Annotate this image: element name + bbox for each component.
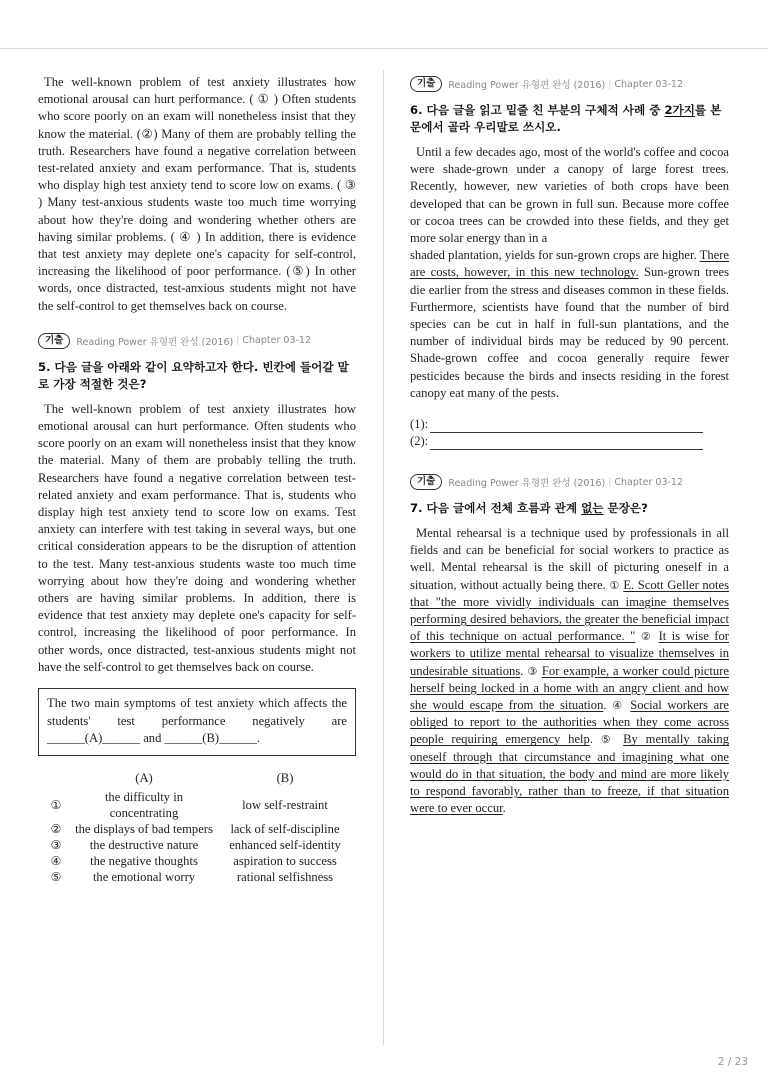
source-book: Reading Power 유형편 완성 (2016) — [448, 80, 606, 91]
page-number: 2 / 23 — [717, 1056, 748, 1068]
choice-a: the emotional worry — [92, 869, 196, 884]
question-6-title-emphasis: 2가지 — [664, 103, 695, 117]
choices-header — [38, 768, 356, 789]
passage-part: Until a few decades ago, most of the world's coffee and cocoa were shade-grown under a canopy of large forest trees. Recently, however, new varieties of both crops have been developed that can be grown in full sun. Because more coffee or cocoa trees can be crowded into these fields, and they get more solar energy than in a — [410, 145, 729, 246]
question-7-title — [410, 500, 729, 517]
choice-number: ④ — [50, 853, 62, 868]
choice-b: low self-restraint — [242, 797, 328, 812]
choice-row[interactable] — [38, 869, 356, 885]
choice-row[interactable] — [38, 821, 356, 837]
choice-a: the difficulty in concentrating — [104, 789, 184, 820]
answer-line-1[interactable] — [410, 416, 729, 433]
answer-blank[interactable] — [430, 420, 703, 433]
choice-row[interactable] — [38, 789, 356, 821]
choice-b: enhanced self-identity — [229, 837, 341, 852]
sentence-number: ① — [609, 578, 620, 592]
choice-number: ⑤ — [50, 869, 62, 884]
exam-badge: 기출 — [38, 333, 70, 349]
passage-part: shaded plantation, yields for sun-grown crops are higher. — [410, 248, 697, 263]
sentence-number: ④ — [612, 699, 625, 713]
underlined-sentence: There are costs, however, in this new technology. — [410, 248, 730, 280]
question-6-source — [410, 74, 729, 94]
column-divider — [383, 70, 384, 1045]
question-6-passage — [410, 144, 729, 402]
answer-blank[interactable] — [430, 437, 703, 450]
numbered-sentence: It is wise for workers to utilize mental rehearsal to visualize themselves in undesirable situations — [410, 629, 729, 678]
source-separator: | — [236, 335, 240, 347]
left-column — [38, 74, 356, 885]
answer-label: (2): — [410, 434, 429, 449]
source-book: Reading Power 유형편 완성 (2016) — [76, 336, 234, 348]
question-7-source — [410, 472, 729, 492]
choice-b: lack of self-discipline — [230, 821, 340, 836]
choice-a: the displays of bad tempers — [75, 821, 213, 836]
answer-label: (1): — [410, 417, 429, 432]
numbered-sentence: For example, a worker could picture herself being locked in a home with an angry client and how she would escape from the situation — [410, 663, 729, 713]
question-7-title-start: 7. 다음 글에서 전체 흐름과 관계 — [410, 501, 582, 516]
exam-badge: 기출 — [410, 474, 442, 490]
column-b-header: (B) — [276, 770, 294, 785]
header-rule — [0, 48, 768, 49]
question-5-source — [38, 331, 356, 351]
question-7-title-emphasis: 없는 — [581, 501, 604, 516]
question-5-passage: The well-known problem of test anxiety illustrates how emotional arousal can hurt performance. Often students who score poorly on an exam will nonetheless insist that they know the material. Many of them are probably telling the truth. Researchers have found a negative correlation between test-related anxiety and exam performance. That is, students who display high test anxiety tend to score low on exams. Test anxiety can interfere with test taking in several ways, but one critical consideration appears to be the disruption of attention to the test. Many test-anxious students waste too much time worrying about how they're doing and wondering whether others are having similar problems. In addition, there is evidence that test anxiety may deplete one's capacity for self-control, increasing the likelihood of poor performance. In other words, once distracted, test-anxious students might not have the self-control to get themselves back on course. — [38, 401, 356, 674]
column-a-header: (A) — [135, 770, 153, 785]
source-separator: | — [608, 78, 612, 90]
exam-badge: 기출 — [410, 76, 442, 92]
question-6-title-end: 를 본문에서 골라 우리말로 쓰시오. — [410, 103, 722, 134]
passage-intro: Mental rehearsal is a technique used by professionals in all fields and can be beneficial for social workers to practice as well. Mental rehearsal is the skill of picturing oneself in a situation, without actually being there. — [410, 526, 729, 592]
choice-a: the destructive nature — [89, 837, 199, 852]
question-6-title-start: 6. 다음 글을 읽고 밑줄 친 부분의 구체적 사례 중 — [410, 103, 665, 117]
numbered-sentence: Social workers are obliged to report to the authorities when they come across people requiring emergency help — [410, 698, 729, 747]
sentence-number: ③ — [527, 664, 538, 678]
choice-a: the negative thoughts — [90, 853, 198, 868]
question-7-passage: Mental rehearsal is a technique used by professionals in all fields and can be beneficial for social workers to practice as well. Mental rehearsal is the skill of picturing oneself in a situation, without actually being there. ① E. Scott Geller notes that "the more vividly individuals can imagine themselves performing desired behaviors, the greater the beneficial impact of this technique on actual performance. " ② It is wise for workers to utilize mental rehearsal to visualize themselves in undesirable situations. ③ For example, a worker could picture herself being locked in a home with an angry client and how she would escape from the situation. ④ Social workers are obliged to report to the authorities when they come across people requiring emergency help. ⑤ By mentally taking oneself through that circumstance and imagining what one would do in that situation, the body and mind are more likely to respond favorably, rather than to freeze, if that situation were to ever occur. — [410, 526, 729, 816]
question-5-title: 5. 다음 글을 아래와 같이 요약하고자 한다. 빈칸에 들어갈 말로 가장 적절한 것은? — [38, 359, 349, 391]
numbered-sentence: E. Scott Geller notes that "the more vividly individuals can imagine themselves performing desired behaviors, the greater the beneficial impact of this technique on actual performance. " — [410, 577, 729, 644]
choice-b: aspiration to success — [233, 853, 337, 868]
question-7-title-end: 문장은? — [603, 501, 648, 516]
summary-box: The two main symptoms of test anxiety which affects the students' test performance negatively are ______(A)______ and ______(B)______. — [38, 688, 356, 756]
choice-row[interactable] — [38, 853, 356, 869]
numbered-sentence: By mentally taking oneself through that circumstance and imagining what one would do in that situation, the body and mind are more likely to respond favorably, rather than to freeze, if that situation were to ever occur — [410, 732, 729, 816]
source-chapter: Chapter 03-12 — [614, 78, 684, 90]
source-separator: | — [608, 476, 612, 488]
question-6-title — [410, 102, 729, 136]
source-chapter: Chapter 03-12 — [614, 476, 684, 488]
choice-number: ③ — [50, 837, 62, 852]
choice-number: ② — [50, 821, 62, 836]
right-column — [410, 74, 729, 818]
answer-line-2[interactable] — [410, 433, 729, 450]
answer-choices-table — [38, 768, 356, 885]
intro-passage: The well-known problem of test anxiety illustrates how emotional arousal can hurt performance. ( ① ) Often students who score poorly on an exam will nonetheless insist that they know the material. (②) Many of them are probably telling the truth. Researchers have found a negative correlation between test-related anxiety and exam performance. That is, students who display high test anxiety tend to score low on exams. ( ③ ) Many test-anxious students waste too much time worrying about how they're doing and wondering whether others are having similar problems. ( ④ ) In addition, there is evidence that test anxiety may deplete one's capacity for self-control, increasing the likelihood of poor performance. (⑤) In other words, once distracted, test-anxious students might not have the self-control to get themselves back on course. — [38, 75, 356, 313]
answer-area — [410, 416, 729, 450]
source-chapter: Chapter 03-12 — [242, 335, 312, 347]
sentence-number: ② — [640, 630, 654, 644]
choice-b: rational selfishness — [236, 869, 334, 884]
choice-row[interactable] — [38, 837, 356, 853]
choice-number: ① — [50, 797, 62, 812]
sentence-number: ⑤ — [600, 733, 616, 747]
source-book: Reading Power 유형편 완성 (2016) — [448, 478, 606, 490]
passage-part: Sun-grown trees die earlier from the stress and diseases common in these fields. Furthermore, scientists have found that the number of bird species can be cut in half in full-sun plantations, and the number of individual birds may be reduced by 90 percent. Shade-grown coffee and cocoa generally require fewer pesticides because the birds and insects residing in the forest canopy eat many of the pests. — [410, 265, 729, 400]
